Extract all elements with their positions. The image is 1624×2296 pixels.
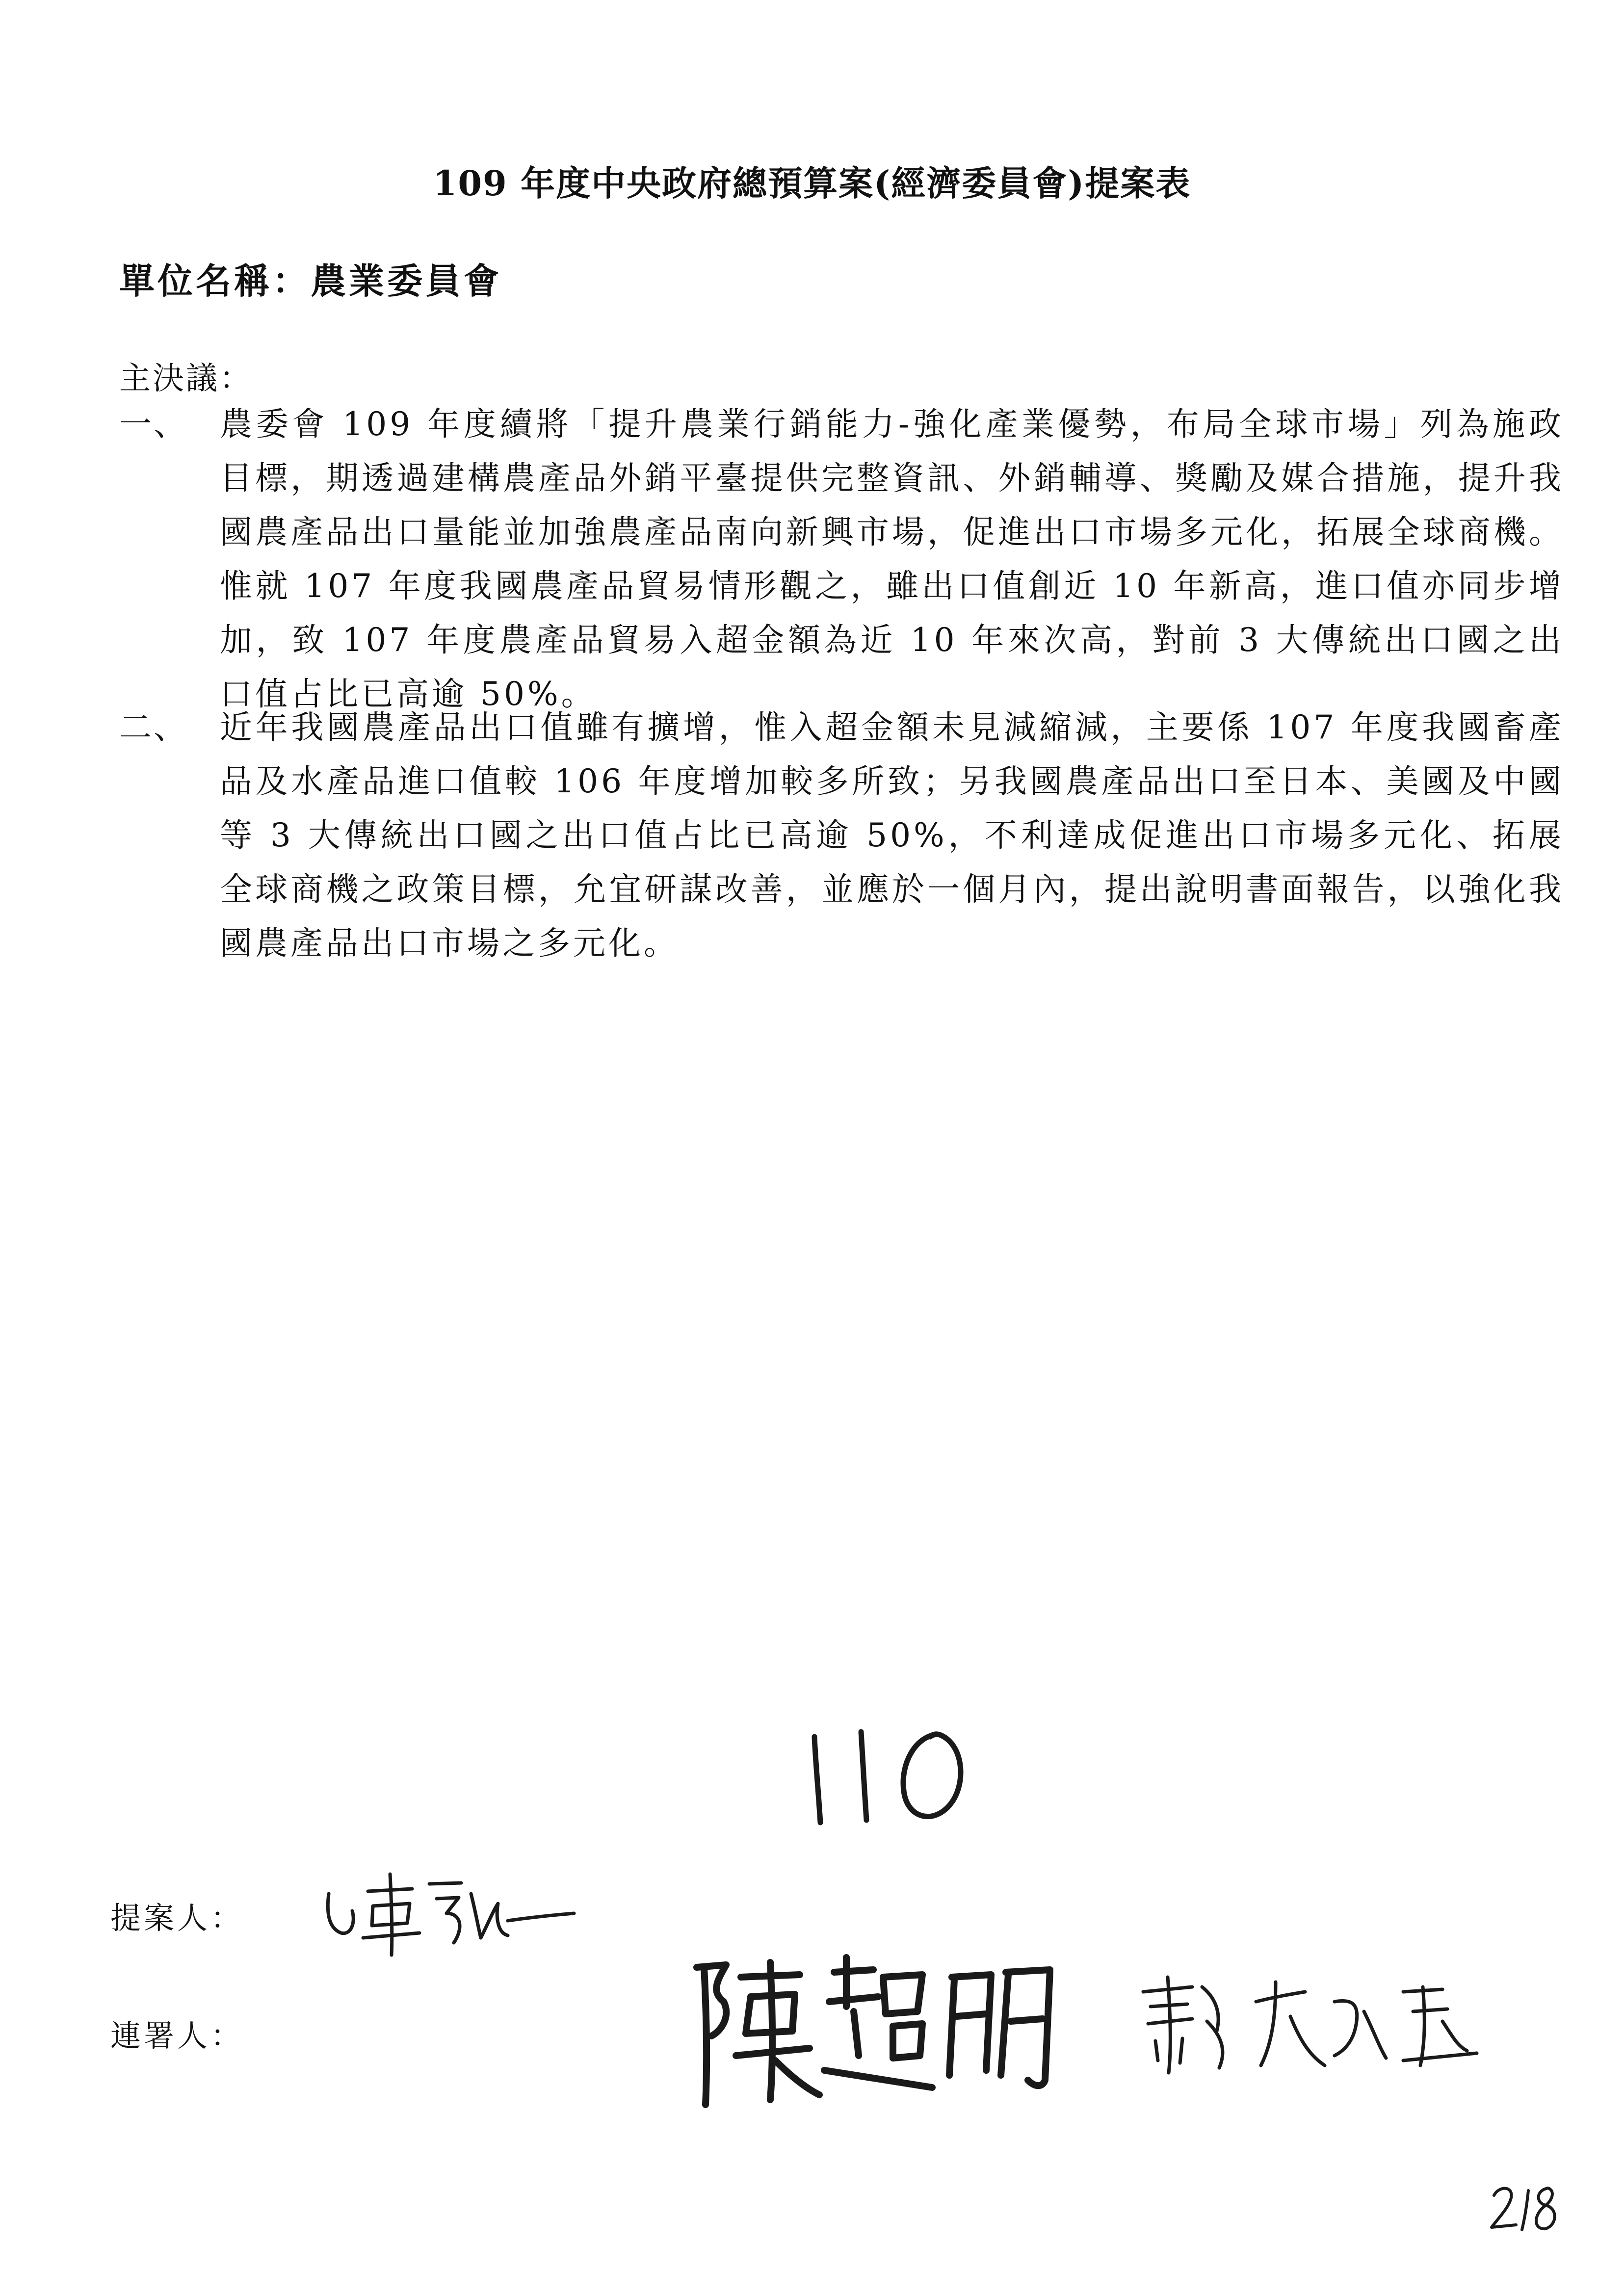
cosigner-signature — [1128, 1967, 1482, 2082]
resolution-heading: 主決議： — [119, 361, 253, 397]
page-number-drawing — [1487, 2181, 1565, 2235]
item-number: 一、 — [119, 405, 188, 443]
cosigner-label: 連署人： — [110, 2018, 244, 2054]
proposer-label: 提案人： — [110, 1900, 244, 1936]
item-number: 二、 — [119, 708, 188, 746]
page-number — [1487, 2181, 1565, 2237]
cosigner-signature — [677, 1948, 1070, 2112]
proposer-signature — [314, 1864, 579, 1959]
document-title: 109 年度中央政府總預算案(經濟委員會)提案表 — [433, 163, 1191, 204]
cosigner-signature-drawing — [677, 1948, 1070, 2110]
cosigner-signature-drawing — [1128, 1967, 1482, 2080]
proposer-signature-drawing — [314, 1864, 579, 1957]
item-text: 農委會 109 年度續將「提升農業行銷能力-強化產業優勢，布局全球市場」列為施政目標，期透過建構農產品外銷平臺提供完整資訊、外銷輔導、獎勵及媒合措施，提升我國農產品出口量能並加強農產品南向新興市場，促進出口市場多元化，拓展全球商機。惟就 107 年度我國農產品貿易情形觀之，雖出口值創近 10 年新高，進口值亦同步增加，致 107 年度農產品貿易入超金額為近 10 年來次高，對前 3 大傳統出口國之出口值占比已高逾 50%。 — [220, 405, 1564, 713]
handwritten-number — [795, 1717, 981, 1837]
handwritten-number-drawing — [795, 1717, 981, 1835]
item-text: 近年我國農產品出口值雖有擴增，惟入超金額未見減縮減，主要係 107 年度我國畜產品及水產品進口值較 106 年度增加較多所致；另我國農產品出口至日本、美國及中國等 3 大傳統出口國之出口值占比已高逾 50%，不利達成促進出口市場多元化、拓展全球商機之政策目標，允宜研謀改善，並應於一個月內，提出說明書面報告，以強化我國農產品出口市場之多元化。 — [220, 708, 1564, 962]
unit-name: 單位名稱：農業委員會 — [119, 260, 502, 302]
